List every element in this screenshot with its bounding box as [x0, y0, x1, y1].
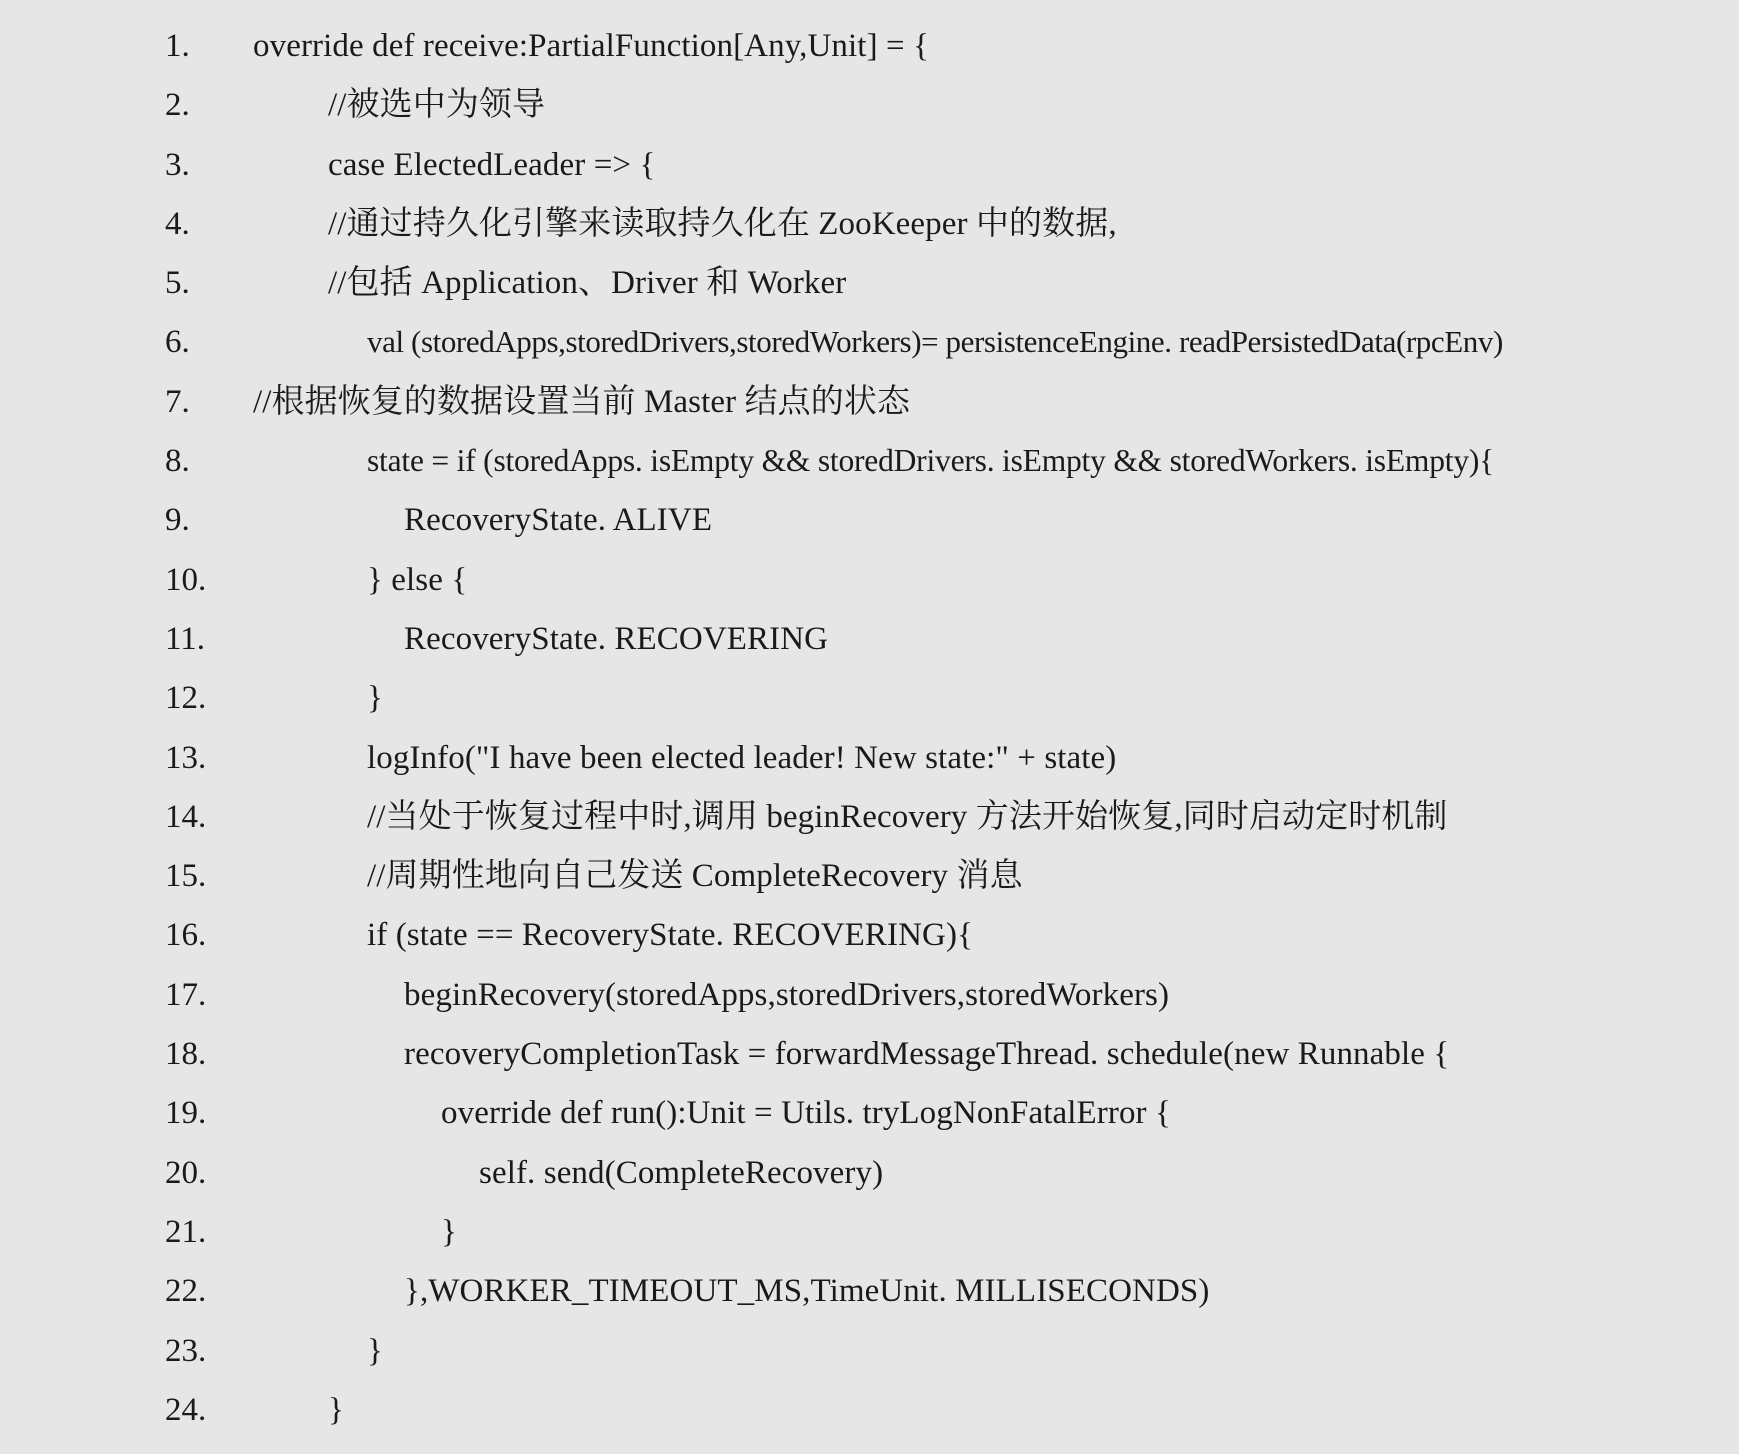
line-number: 10.	[165, 561, 207, 598]
code-line-9	[0, 492, 1739, 551]
code-line-21	[0, 1204, 1739, 1263]
code-line-8	[0, 433, 1739, 492]
line-number: 13.	[165, 739, 207, 776]
line-number: 15.	[165, 858, 207, 895]
code-text: override def run():Unit = Utils. tryLogNonFatalError {	[441, 1095, 1171, 1132]
line-number: 6.	[165, 324, 190, 361]
line-number: 18.	[165, 1036, 207, 1073]
code-comment: //通过持久化引擎来读取持久化在 ZooKeeper 中的数据,	[328, 205, 1117, 242]
code-listing	[0, 18, 1739, 1441]
code-line-24	[0, 1382, 1739, 1441]
line-number: 5.	[165, 265, 190, 302]
code-text: if (state == RecoveryState. RECOVERING){	[367, 917, 974, 954]
code-line-18	[0, 1026, 1739, 1085]
code-text: val (storedApps,storedDrivers,storedWorkers)= persistenceEngine. readPersistedData(rpcEnv)	[367, 324, 1503, 360]
code-line-5	[0, 255, 1739, 314]
code-text: RecoveryState. RECOVERING	[404, 620, 829, 657]
code-text: case ElectedLeader => {	[328, 146, 656, 183]
code-line-17	[0, 967, 1739, 1026]
line-number: 21.	[165, 1213, 207, 1250]
code-line-1	[0, 18, 1739, 77]
code-line-2	[0, 77, 1739, 136]
line-number: 1.	[165, 28, 190, 64]
code-line-20	[0, 1145, 1739, 1204]
code-text: }	[328, 1391, 344, 1428]
line-number: 19.	[165, 1095, 207, 1132]
code-comment: //被选中为领导	[328, 87, 546, 124]
line-number: 12.	[165, 680, 207, 717]
code-comment: //根据恢复的数据设置当前 Master 结点的状态	[253, 383, 911, 420]
code-line-16	[0, 907, 1739, 966]
code-line-6	[0, 314, 1739, 373]
line-number: 17.	[165, 976, 207, 1013]
code-text: state = if (storedApps. isEmpty && storedDrivers. isEmpty && storedWorkers. isEmpty){	[367, 443, 1495, 479]
code-text: beginRecovery(storedApps,storedDrivers,storedWorkers)	[404, 976, 1170, 1013]
code-line-10	[0, 552, 1739, 611]
code-line-22	[0, 1263, 1739, 1322]
line-number: 16.	[165, 917, 207, 954]
code-text: override def receive:PartialFunction[Any,Unit] = {	[253, 28, 930, 64]
code-comment: //包括 Application、Driver 和 Worker	[328, 265, 847, 302]
line-number: 11.	[165, 620, 206, 657]
code-text: }	[441, 1213, 457, 1250]
line-number: 24.	[165, 1391, 207, 1428]
line-number: 14.	[165, 798, 207, 835]
code-text: logInfo("I have been elected leader! New state:" + state)	[367, 739, 1117, 776]
code-line-7	[0, 374, 1739, 433]
code-text: }	[367, 680, 383, 717]
line-number: 20.	[165, 1154, 207, 1191]
line-number: 2.	[165, 87, 190, 124]
code-line-23	[0, 1323, 1739, 1382]
line-number: 23.	[165, 1332, 207, 1369]
code-text: RecoveryState. ALIVE	[404, 502, 713, 539]
line-number: 9.	[165, 502, 190, 539]
code-text: recoveryCompletionTask = forwardMessageThread. schedule(new Runnable {	[404, 1036, 1450, 1073]
code-text: self. send(CompleteRecovery)	[479, 1154, 884, 1191]
code-line-11	[0, 611, 1739, 670]
code-line-13	[0, 730, 1739, 789]
code-line-4	[0, 196, 1739, 255]
code-line-19	[0, 1085, 1739, 1144]
line-number: 7.	[165, 383, 190, 420]
line-number: 22.	[165, 1273, 207, 1310]
code-comment: //周期性地向自己发送 CompleteRecovery 消息	[367, 858, 1023, 895]
line-number: 4.	[165, 205, 190, 242]
code-line-3	[0, 137, 1739, 196]
code-comment: //当处于恢复过程中时,调用 beginRecovery 方法开始恢复,同时启动定时机制	[367, 798, 1448, 835]
code-text: }	[367, 1332, 383, 1369]
line-number: 8.	[165, 443, 190, 480]
code-line-14	[0, 789, 1739, 848]
line-number: 3.	[165, 146, 190, 183]
code-line-12	[0, 670, 1739, 729]
code-text: } else {	[367, 561, 468, 598]
code-line-15	[0, 848, 1739, 907]
code-text: },WORKER_TIMEOUT_MS,TimeUnit. MILLISECONDS)	[404, 1273, 1210, 1310]
